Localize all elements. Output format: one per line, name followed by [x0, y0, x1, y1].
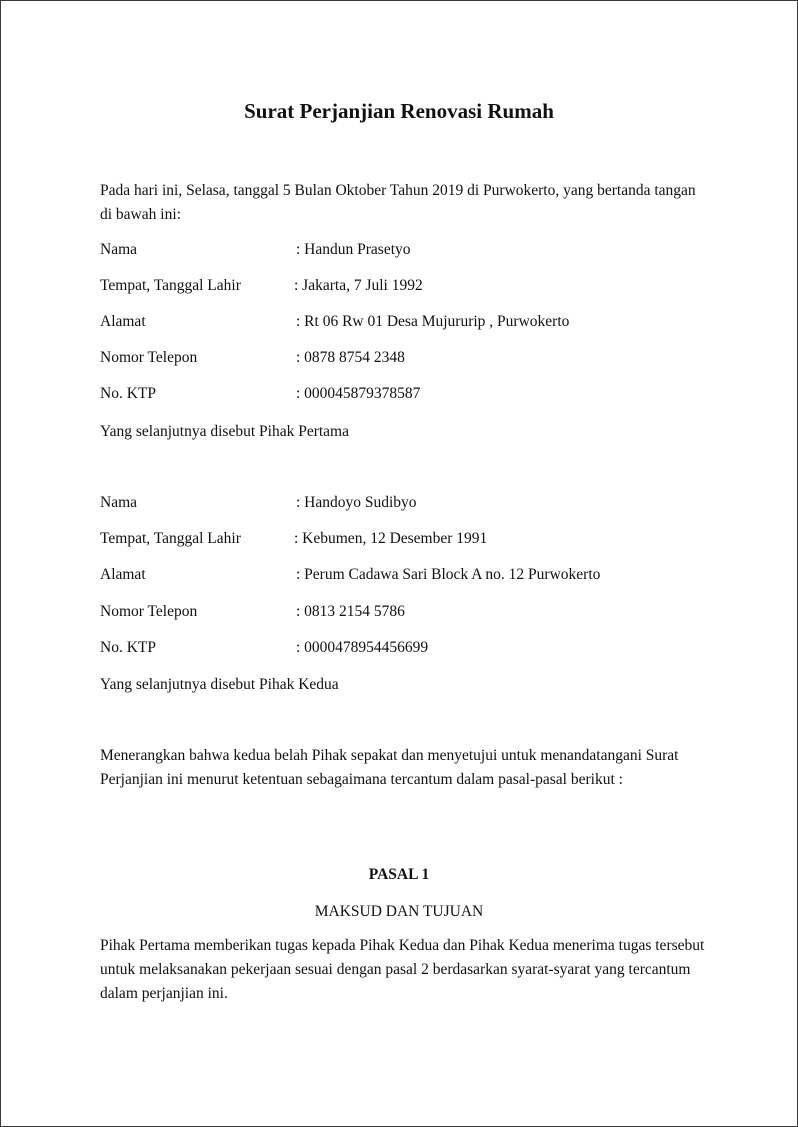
party2-name-row: [100, 492, 720, 514]
opening-paragraph: Pada hari ini, Selasa, tanggal 5 Bulan Oktober Tahun 2019 di Purwokerto, yang bertanda tangan di bawah ini:: [100, 182, 696, 223]
field-label: Alamat: [100, 313, 146, 330]
field-label: No. KTP: [100, 385, 156, 402]
field-label: Nama: [100, 241, 138, 258]
party1-phone-row: [100, 347, 720, 369]
field-label: Nomor Telepon: [100, 603, 198, 620]
field-value: : Handoyo Sudibyo: [296, 494, 417, 511]
field-label: Tempat, Tanggal Lahir: [100, 530, 241, 547]
field-value: : Rt 06 Rw 01 Desa Mujururip , Purwokerto: [296, 313, 570, 330]
field-value: : 0813 2154 5786: [296, 603, 405, 620]
field-value: : 000045879378587: [296, 385, 421, 402]
party1-ktp-row: [100, 383, 720, 405]
field-value: : Perum Cadawa Sari Block A no. 12 Purwokerto: [296, 566, 601, 583]
pasal-body: Pihak Pertama memberikan tugas kepada Pihak Kedua dan Pihak Kedua menerima tugas tersebut untuk melaksanakan pekerjaan sesuai dengan pasal 2 berdasarkan syarat-syarat yang tercantum dalam perjanjian ini.: [100, 937, 705, 1002]
field-value: : 0000478954456699: [296, 639, 429, 656]
party2-designation: Yang selanjutnya disebut Pihak Kedua: [100, 676, 339, 693]
field-label: Nomor Telepon: [100, 349, 198, 366]
field-value: : Kebumen, 12 Desember 1991: [294, 530, 488, 547]
pasal-heading: PASAL 1: [368, 866, 430, 883]
party1-address-row: [100, 311, 720, 333]
party1-birth-row: [100, 275, 720, 297]
field-label: Tempat, Tanggal Lahir: [100, 277, 241, 294]
party2-closing: [100, 674, 720, 696]
party1-designation: Yang selanjutnya disebut Pihak Pertama: [100, 423, 349, 440]
statement-paragraph: Menerangkan bahwa kedua belah Pihak sepakat dan menyetujui untuk menandatangani Surat Perjanjian ini menurut ketentuan sebagaimana tercantum dalam pasal-pasal berikut :: [100, 747, 679, 788]
party2-address-row: [100, 564, 720, 586]
field-label: Nama: [100, 494, 138, 511]
document-title: Surat Perjanjian Renovasi Rumah: [244, 99, 554, 123]
field-value: : 0878 8754 2348: [296, 349, 405, 366]
party2-birth-row: [100, 528, 720, 550]
party2-ktp-row: [100, 637, 720, 659]
party1-name-row: [100, 239, 720, 261]
field-value: : Jakarta, 7 Juli 1992: [294, 277, 423, 294]
field-value: : Handun Prasetyo: [296, 241, 411, 258]
pasal-subheading: MAKSUD DAN TUJUAN: [314, 903, 484, 920]
party2-phone-row: [100, 601, 720, 623]
party1-closing: [100, 421, 720, 443]
field-label: No. KTP: [100, 639, 156, 656]
field-label: Alamat: [100, 566, 146, 583]
